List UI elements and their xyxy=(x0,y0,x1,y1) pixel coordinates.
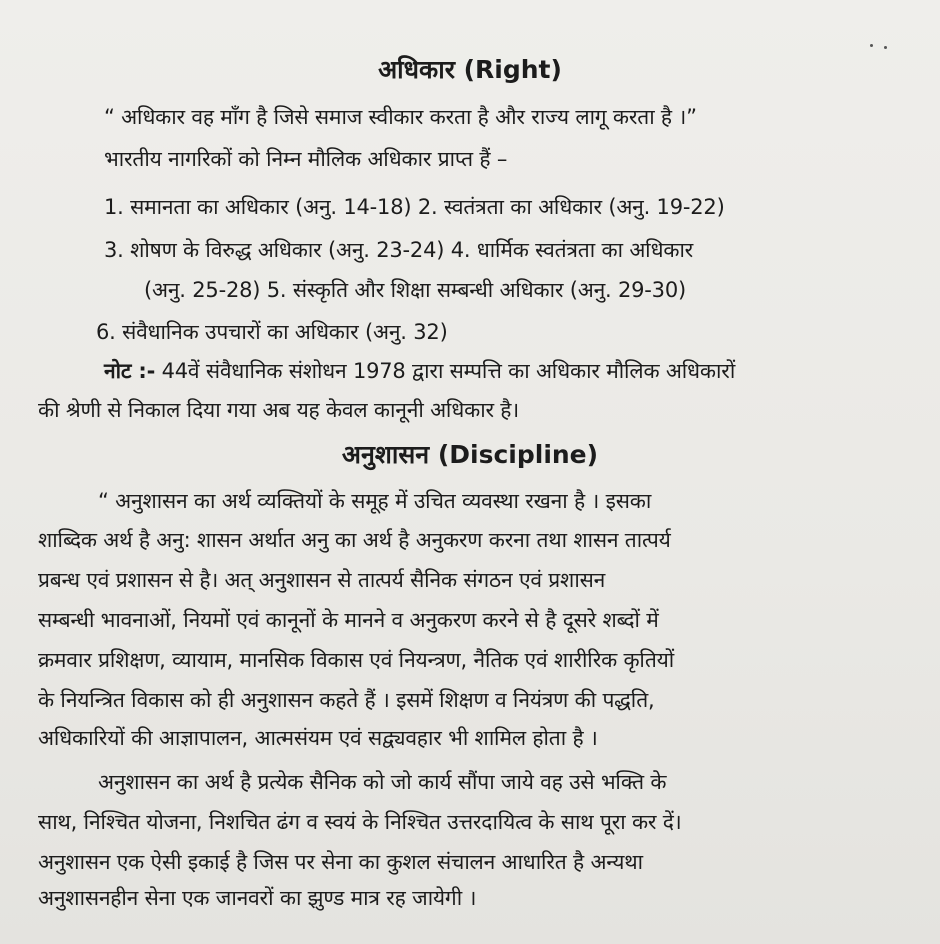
discipline-para2-line: अनुशासन एक ऐसी इकाई है जिस पर सेना का कुशल संचालन आधारित है अन्यथा xyxy=(38,850,643,874)
note-text: 44वें संवैधानिक संशोधन 1978 द्वारा सम्पत्ति का अधिकार मौलिक अधिकारों xyxy=(155,359,736,383)
discipline-para2-line: साथ, निश्चित योजना, निशचित ढंग व स्वयं के निश्चित उत्तरदायित्व के साथ पूरा कर दें। xyxy=(38,810,682,834)
rights-list-line: 3. शोषण के विरुद्ध अधिकार (अनु. 23-24) 4. धार्मिक स्वतंत्रता का अधिकार xyxy=(104,238,694,262)
discipline-para1-line: के नियन्त्रित विकास को ही अनुशासन कहते हैं । इसमें शिक्षण व नियंत्रण की पद्धति, xyxy=(38,688,655,712)
discipline-para1-line: अधिकारियों की आज्ञापालन, आत्मसंयम एवं सद्व्यवहार भी शामिल होता है । xyxy=(38,726,598,750)
discipline-para1-line: सम्बन्धी भावनाओं, नियमों एवं कानूनों के मानने व अनुकरण करने से है दूसरे शब्दों में xyxy=(38,608,659,632)
rights-list-line: (अनु. 25-28) 5. संस्कृति और शिक्षा सम्बन्धी अधिकार (अनु. 29-30) xyxy=(144,278,687,302)
discipline-para1-line: शाब्दिक अर्थ है अनु: शासन अर्थात अनु का अर्थ है अनुकरण करना तथा शासन तात्पर्य xyxy=(38,528,671,552)
discipline-para2-line: अनुशासन का अर्थ है प्रत्येक सैनिक को जो कार्य सौंपा जाये वह उसे भक्ति के xyxy=(98,770,667,794)
discipline-heading: अनुशासन (Discipline) xyxy=(341,440,599,469)
rights-intro: भारतीय नागरिकों को निम्न मौलिक अधिकार प्राप्त हैं – xyxy=(104,147,508,171)
note-line xyxy=(104,357,735,385)
rights-list-line: 6. संवैधानिक उपचारों का अधिकार (अनु. 32) xyxy=(96,320,448,344)
discipline-para1-line: प्रबन्ध एवं प्रशासन से है। अत् अनुशासन से तात्पर्य सैनिक संगठन एवं प्रशासन xyxy=(38,568,606,592)
rights-quote: “ अधिकार वह माँग है जिसे समाज स्वीकार करता है और राज्य लागू करता है ।” xyxy=(104,105,697,129)
rights-list-line: 1. समानता का अधिकार (अनु. 14-18) 2. स्वतंत्रता का अधिकार (अनु. 19-22) xyxy=(104,195,725,219)
note-label: नोट :- xyxy=(104,359,156,383)
discipline-para1-line: क्रमवार प्रशिक्षण, व्यायाम, मानसिक विकास एवं नियन्त्रण, नैतिक एवं शारीरिक कृतियों xyxy=(38,648,675,672)
rights-heading: अधिकार (Right) xyxy=(378,55,562,84)
ink-speck xyxy=(870,44,873,47)
discipline-para2-line: अनुशासनहीन सेना एक जानवरों का झुण्ड मात्र रह जायेगी । xyxy=(38,886,477,910)
ink-speck xyxy=(884,46,887,49)
note-line: की श्रेणी से निकाल दिया गया अब यह केवल कानूनी अधिकार है। xyxy=(38,398,520,422)
discipline-para1-line: “ अनुशासन का अर्थ व्यक्तियों के समूह में उचित व्यवस्था रखना है । इसका xyxy=(98,489,652,513)
